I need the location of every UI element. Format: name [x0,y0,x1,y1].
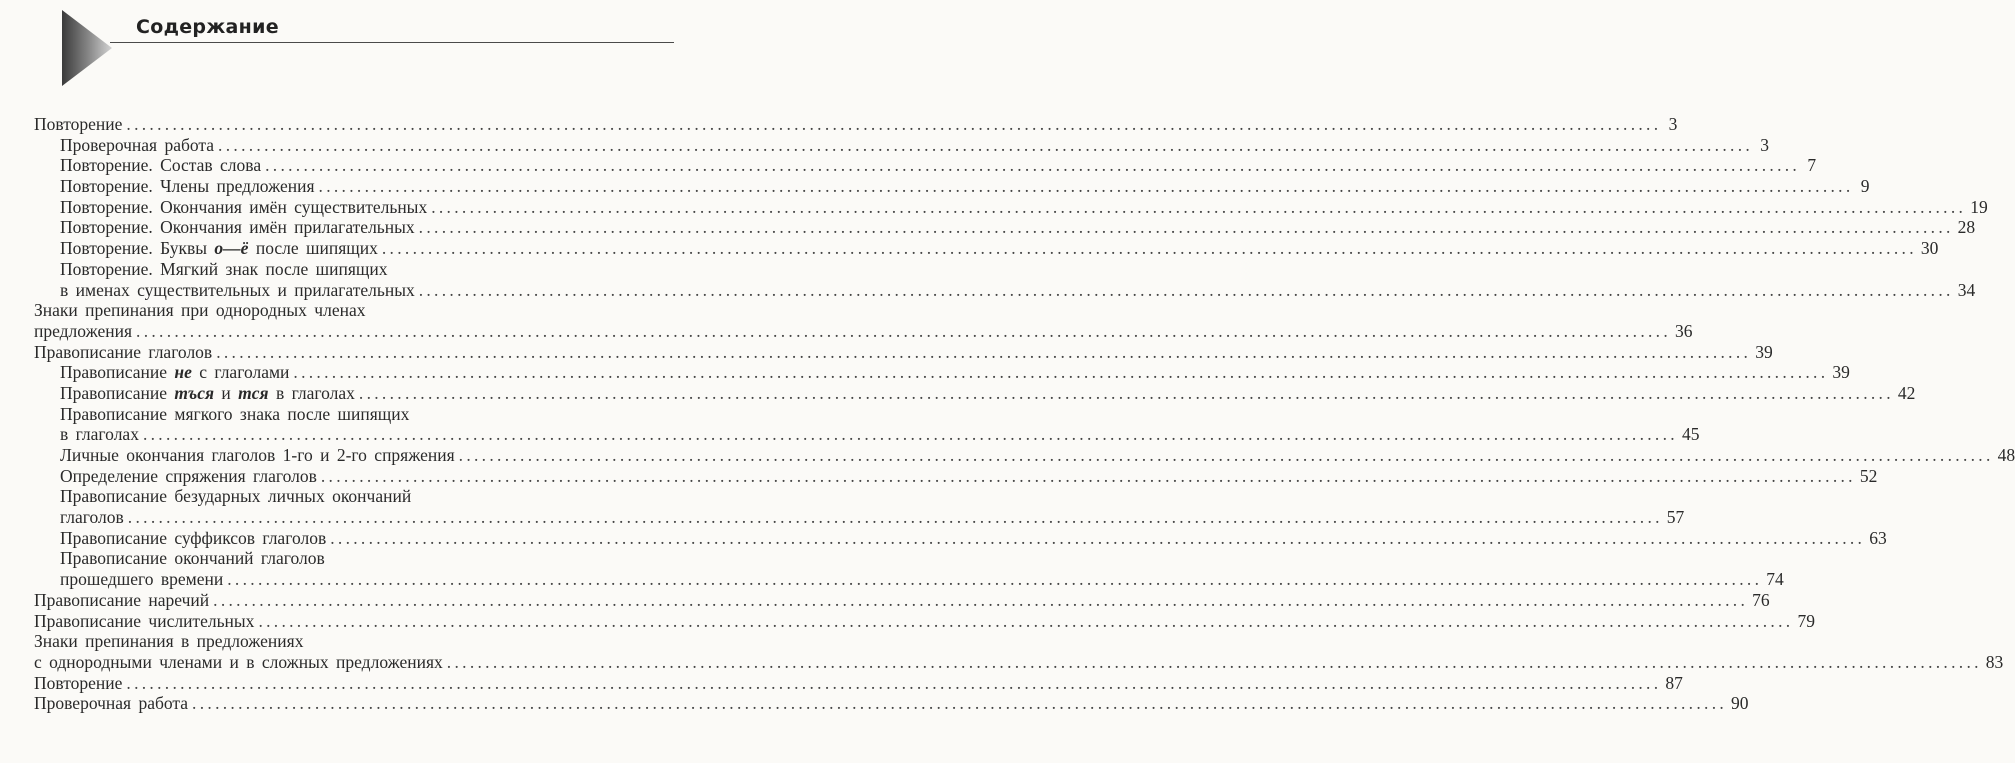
toc-entry [34,196,1988,218]
toc-entry [34,548,650,569]
leader-dots: ........................................................................................................................................................................................................ [458,445,1994,465]
toc-page-number: 48 [1997,445,2015,465]
toc-page-number: 76 [1752,589,1770,610]
toc-page-number: 57 [1666,507,1685,528]
toc-page-number: 79 [1797,610,1815,631]
toc-entry [34,445,2015,466]
toc-entry [34,465,1878,487]
toc-entry-title [60,445,455,466]
toc-page-number: 52 [1859,465,1878,486]
toc-text: Правописание глаголов [34,341,213,362]
toc-text: после шипящих [248,238,378,259]
toc-page-number: 45 [1681,424,1700,445]
toc-text: глаголов [60,507,124,528]
toc-text: Повторение. Окончания имён существительных [60,196,428,217]
toc-text: Правописание [60,362,175,383]
toc-text: Правописание безударных личных окончаний [60,486,412,507]
toc-entry [34,279,1976,301]
toc-text: Знаки препинания в предложениях [34,631,304,652]
page-title: Содержание [136,16,279,38]
toc-entry [34,569,1784,590]
toc-entry [34,155,1817,176]
toc-entry [34,693,1749,714]
toc-page-number: 63 [1869,527,1887,548]
leader-dots: ........................................................................................................................................................................................................ [136,320,1672,341]
toc-text: Правописание суффиксов глаголов [60,527,327,548]
toc-entry [34,238,1939,259]
toc-page-number: 87 [1665,672,1683,693]
toc-entry [34,134,1770,156]
toc-page-number: 90 [1731,693,1749,714]
toc-entry [34,631,650,652]
toc-entry-title [60,238,378,259]
toc-entry-title [34,693,188,714]
toc-entry-title [60,135,214,156]
leader-dots: ........................................................................................................................................................................................................ [418,217,1954,238]
leader-dots: ........................................................................................................................................................................................................ [358,382,1894,403]
leader-dots: ........................................................................................................................................................................................................ [431,196,1967,217]
toc-emphasis: тся [238,382,269,403]
toc-entry-title [60,424,139,445]
toc-text: предложения [34,320,133,341]
toc-entry-title [60,176,315,197]
toc-page-number: 3 [1760,134,1770,155]
leader-dots: ........................................................................................................................................................................................................ [126,114,1662,134]
toc-page-number: 39 [1755,341,1773,362]
leader-dots: ........................................................................................................................................................................................................ [126,672,1662,693]
toc-entry [34,672,1683,694]
toc-text: в глаголах [60,424,139,445]
toc-entry [34,320,1693,342]
toc-entry-title [60,197,427,218]
leader-dots: ........................................................................................................................................................................................................ [213,589,1749,610]
leader-dots: ........................................................................................................................................................................................................ [320,465,1856,486]
toc-entry-title [60,466,317,487]
toc-text: Повторение. Буквы [60,238,215,259]
toc-page-number: 83 [1985,651,2004,672]
toc-entry-title [34,652,443,673]
toc-entry [34,114,1678,135]
toc-entry [34,341,1773,363]
toc-entry [34,424,1700,445]
header-rule [110,42,674,43]
triangle-icon [62,10,112,86]
leader-dots: ........................................................................................................................................................................................................ [330,527,1866,548]
toc-entry [34,300,650,321]
toc-page-number: 19 [1970,196,1988,217]
toc-emphasis: о—ё [214,238,249,259]
toc-text: с глаголами [191,362,290,383]
toc-entry-title [60,217,415,238]
toc-entry-title [60,362,289,383]
toc-entry-title [60,507,124,528]
leader-dots: ........................................................................................................................................................................................................ [227,569,1763,590]
toc-text: и [214,382,239,403]
toc-entry-title [60,280,415,301]
toc-entry [34,589,1770,611]
toc-text: Правописание наречий [34,589,210,610]
leader-dots: ........................................................................................................................................................................................................ [192,693,1728,714]
toc-page-number: 28 [1957,217,1976,238]
toc-page-number: 30 [1920,238,1939,259]
toc-page-number: 9 [1860,176,1870,197]
toc-entry-title [34,631,650,652]
toc-text: Повторение [34,114,123,134]
toc-entry-title [34,342,212,363]
leader-dots: ........................................................................................................................................................................................................ [446,651,1982,672]
toc-text: прошедшего времени [60,569,224,590]
leader-dots: ........................................................................................................................................................................................................ [218,134,1754,155]
toc-text: Повторение. Окончания имён прилагательных [60,217,415,238]
toc-entry [34,362,1850,383]
leader-dots: ........................................................................................................................................................................................................ [265,155,1801,176]
toc-entry-title [34,114,122,135]
toc-entry-title [34,590,209,611]
toc-text: с однородными членами и в сложных предложениях [34,651,443,672]
toc-text: Повторение [34,672,123,693]
toc-entry [34,527,1887,549]
toc-page-number: 42 [1897,382,1916,403]
toc-entry-title [60,404,650,425]
toc-text: в именах существительных и прилагательных [60,279,415,300]
toc-emphasis: тъся [174,382,215,403]
toc-text: Повторение. Состав слова [60,155,262,176]
toc-text: Личные окончания глаголов 1-го и 2-го спряжения [60,445,455,465]
toc-entry [34,610,1815,632]
page-header [0,0,674,100]
toc-text: в глаголах [268,382,355,403]
toc-text: Правописание окончаний глаголов [60,548,325,569]
toc-text: Знаки препинания при однородных членах [34,300,366,321]
toc-entry-title [60,486,650,507]
toc-text: Правописание числительных [34,610,255,631]
toc-entry [34,486,650,507]
toc-text: Правописание мягкого знака после шипящих [60,403,410,424]
toc-entry [34,507,1685,528]
toc-page-number: 34 [1957,279,1976,300]
toc-entry [34,176,1870,197]
toc-entry-title [60,548,650,569]
toc-entry-title [34,673,122,694]
toc-page-number: 74 [1766,569,1784,590]
toc-emphasis: не [174,362,192,383]
table-of-contents [34,114,2015,714]
toc-text: Проверочная работа [60,134,215,155]
toc-page-number: 3 [1668,114,1678,134]
toc-entry-title [34,611,254,632]
toc-page-number: 36 [1675,320,1693,341]
toc-entry-title [60,155,261,176]
toc-text: Повторение. Мягкий знак после шипящих [60,258,388,279]
toc-entry [34,382,1916,404]
toc-entry-title [60,569,223,590]
toc-text: Повторение. Члены предложения [60,176,315,197]
toc-page-number: 7 [1807,155,1817,176]
toc-entry-title [34,321,132,342]
toc-entry [34,651,2004,673]
toc-entry [34,259,650,280]
leader-dots: ........................................................................................................................................................................................................ [258,610,1794,631]
toc-entry [34,404,650,425]
toc-text: Определение спряжения глаголов [60,465,317,486]
leader-dots: ........................................................................................................................................................................................................ [127,507,1663,528]
leader-dots: ........................................................................................................................................................................................................ [293,362,1829,383]
toc-entry-title [34,300,650,321]
toc-entry-title [60,528,326,549]
toc-entry-title [60,259,650,280]
leader-dots: ........................................................................................................................................................................................................ [318,176,1854,197]
toc-page-number: 39 [1832,362,1850,383]
leader-dots: ........................................................................................................................................................................................................ [142,424,1678,445]
toc-entry [34,217,1976,238]
toc-text: Проверочная работа [34,693,189,714]
toc-text: Правописание [60,382,175,403]
leader-dots: ........................................................................................................................................................................................................ [418,279,1954,300]
toc-entry-title [60,383,355,404]
leader-dots: ........................................................................................................................................................................................................ [381,238,1917,259]
leader-dots: ........................................................................................................................................................................................................ [216,341,1752,362]
